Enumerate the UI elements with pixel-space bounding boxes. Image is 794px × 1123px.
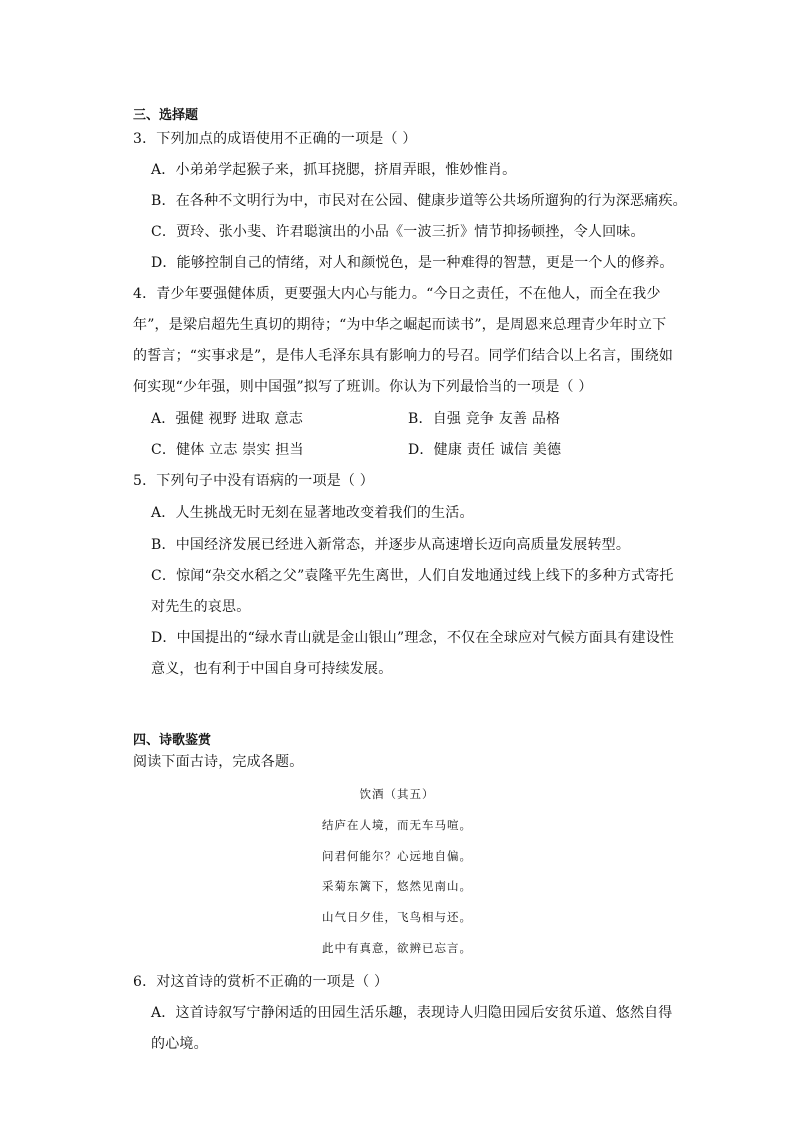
section-title-choice: 三、选择题 [133, 108, 199, 123]
poem-line-2: 问君何能尔？心远地自偏。 [322, 849, 472, 863]
question-4-stem-line-3: 的誓言；“实事求是”，是伟人毛泽东具有影响力的号召。同学们结合以上名言，围绕如 [133, 348, 674, 364]
question-5-option-d-line-1: D．中国提出的“绿水青山就是金山银山”理念，不仅在全球应对气候方面具有建设性 [151, 630, 675, 646]
poem-line-4: 山气日夕佳，飞鸟相与还。 [322, 910, 472, 924]
section-title-poetry: 四、诗歌鉴赏 [133, 733, 212, 748]
reading-instruction: 阅读下面古诗，完成各题。 [133, 754, 304, 770]
question-4-option-d: D．健康 责任 诚信 美德 [408, 442, 562, 458]
poem-title: 饮酒（其五） [359, 787, 435, 801]
question-3-option-c: C．贾玲、张小斐、许君聪演出的小品《一波三折》情节抑扬顿挫，令人回味。 [151, 224, 645, 240]
poem-line-3: 采菊东篱下，悠然见南山。 [322, 879, 472, 893]
question-4-option-b: B．自强 竞争 友善 品格 [408, 411, 561, 427]
question-3-option-a: A．小弟弟学起猴子来，抓耳挠腮，挤眉弄眼，惟妙惟肖。 [151, 162, 517, 178]
question-5-option-c-line-1: C．惊闻“杂交水稻之父”袁隆平先生离世，人们自发地通过线上线下的多种方式寄托 [151, 568, 674, 584]
question-3-stem: 3．下列加点的成语使用不正确的一项是（ ） [133, 131, 417, 147]
question-4-stem-line-4: 何实现“少年强，则中国强”拟写了班训。你认为下列最恰当的一项是（ ） [133, 379, 593, 395]
question-4-option-c: C．健体 立志 崇实 担当 [151, 442, 304, 458]
question-5-option-c-line-2: 对先生的哀思。 [151, 599, 251, 615]
question-6-option-a-line-2: 的心境。 [151, 1036, 208, 1052]
poem-line-1: 结庐在人境，而无车马喧。 [322, 818, 472, 832]
question-5-option-d-line-2: 意义，也有利于中国自身可持续发展。 [151, 661, 393, 677]
question-6-stem: 6．对这首诗的赏析不正确的一项是（ ） [133, 974, 389, 990]
question-6-option-a-line-1: A．这首诗叙写宁静闲适的田园生活乐趣，表现诗人归隐田园后安贫乐道、悠然自得 [151, 1005, 673, 1021]
question-5-option-a: A．人生挑战无时无刻在显著地改变着我们的生活。 [151, 505, 474, 521]
question-4-stem-line-2: 年”，是梁启超先生真切的期待；“为中华之崛起而读书”，是周恩来总理青少年时立下 [133, 317, 667, 333]
poem-line-5: 此中有真意，欲辨已忘言。 [322, 941, 472, 955]
question-5-stem: 5．下列句子中没有语病的一项是（ ） [133, 473, 374, 489]
question-4-stem-line-1: 4．青少年要强健体质，更要强大内心与能力。“今日之责任，不在他人，而全在我少 [133, 286, 661, 302]
question-3-option-b: B．在各种不文明行为中，市民对在公园、健康步道等公共场所遛狗的行为深恶痛疾。 [151, 193, 687, 209]
question-5-option-b: B．中国经济发展已经进入新常态，并逐步从高速增长迈向高质量发展转型。 [151, 537, 631, 553]
question-4-option-a: A．强健 视野 进取 意志 [151, 411, 304, 427]
question-3-option-d: D．能够控制自己的情绪，对人和颜悦色，是一种难得的智慧，更是一个人的修养。 [151, 255, 674, 271]
